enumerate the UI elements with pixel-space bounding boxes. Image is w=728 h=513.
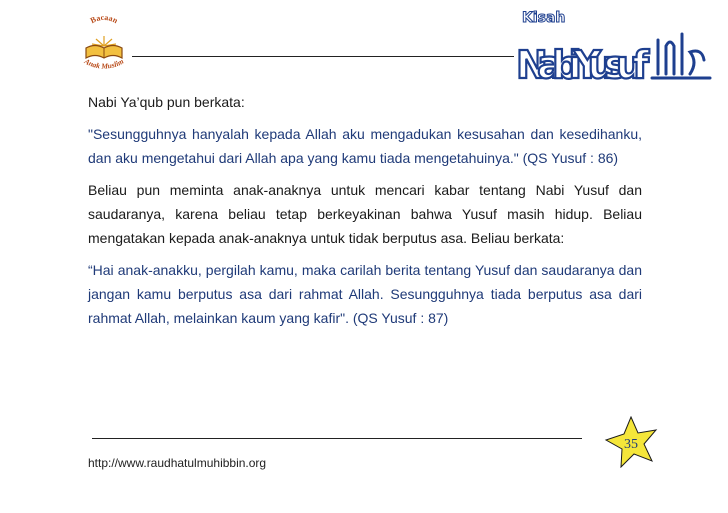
page-number-star-icon	[604, 416, 658, 468]
svg-text:Kisah: Kisah	[522, 10, 566, 26]
quote-paragraph: “Hai anak-anakku, pergilah kamu, maka carilah berita tentang Yusuf dan saudaranya dan jangan kamu berputus asa dari rahmat Allah. Sesungguhnya tiada berputus asa dari rahmat Allah, melainkan kaum yang kafir". (QS Yusuf : 87)	[88, 262, 642, 326]
paragraph: Beliau pun meminta anak-anaknya untuk mencari kabar tentang Nabi Yusuf dan saudaranya, karena beliau tetap berkeyakinan bahwa Yusuf masih hidup. Beliau mengatakan kepada anak-anaknya untuk tidak berputus asa. Beliau berkata:	[88, 182, 642, 246]
svg-text:Bacaan: Bacaan	[88, 12, 120, 26]
page-number: 35	[624, 437, 638, 452]
publisher-logo	[72, 12, 136, 78]
header-rule	[132, 56, 514, 57]
svg-text:Nabi Yusuf: Nabi Yusuf	[516, 43, 648, 87]
paragraph: Nabi Ya’qub pun berkata:	[88, 94, 245, 110]
footer-url-link[interactable]: http://www.raudhatulmuhibbin.org	[88, 456, 267, 470]
quote-paragraph: "Sesungguhnya hanyalah kepada Allah aku mengadukan kesusahan dan kesedihanku, dan aku mengetahui dari Allah apa yang kamu tiada mengetahuinya." (QS Yusuf : 86)	[88, 126, 642, 166]
footer-rule	[92, 438, 582, 439]
title-logo	[512, 4, 722, 88]
svg-text:Anak Muslim: Anak Muslim	[82, 56, 126, 71]
article-body	[88, 90, 642, 338]
